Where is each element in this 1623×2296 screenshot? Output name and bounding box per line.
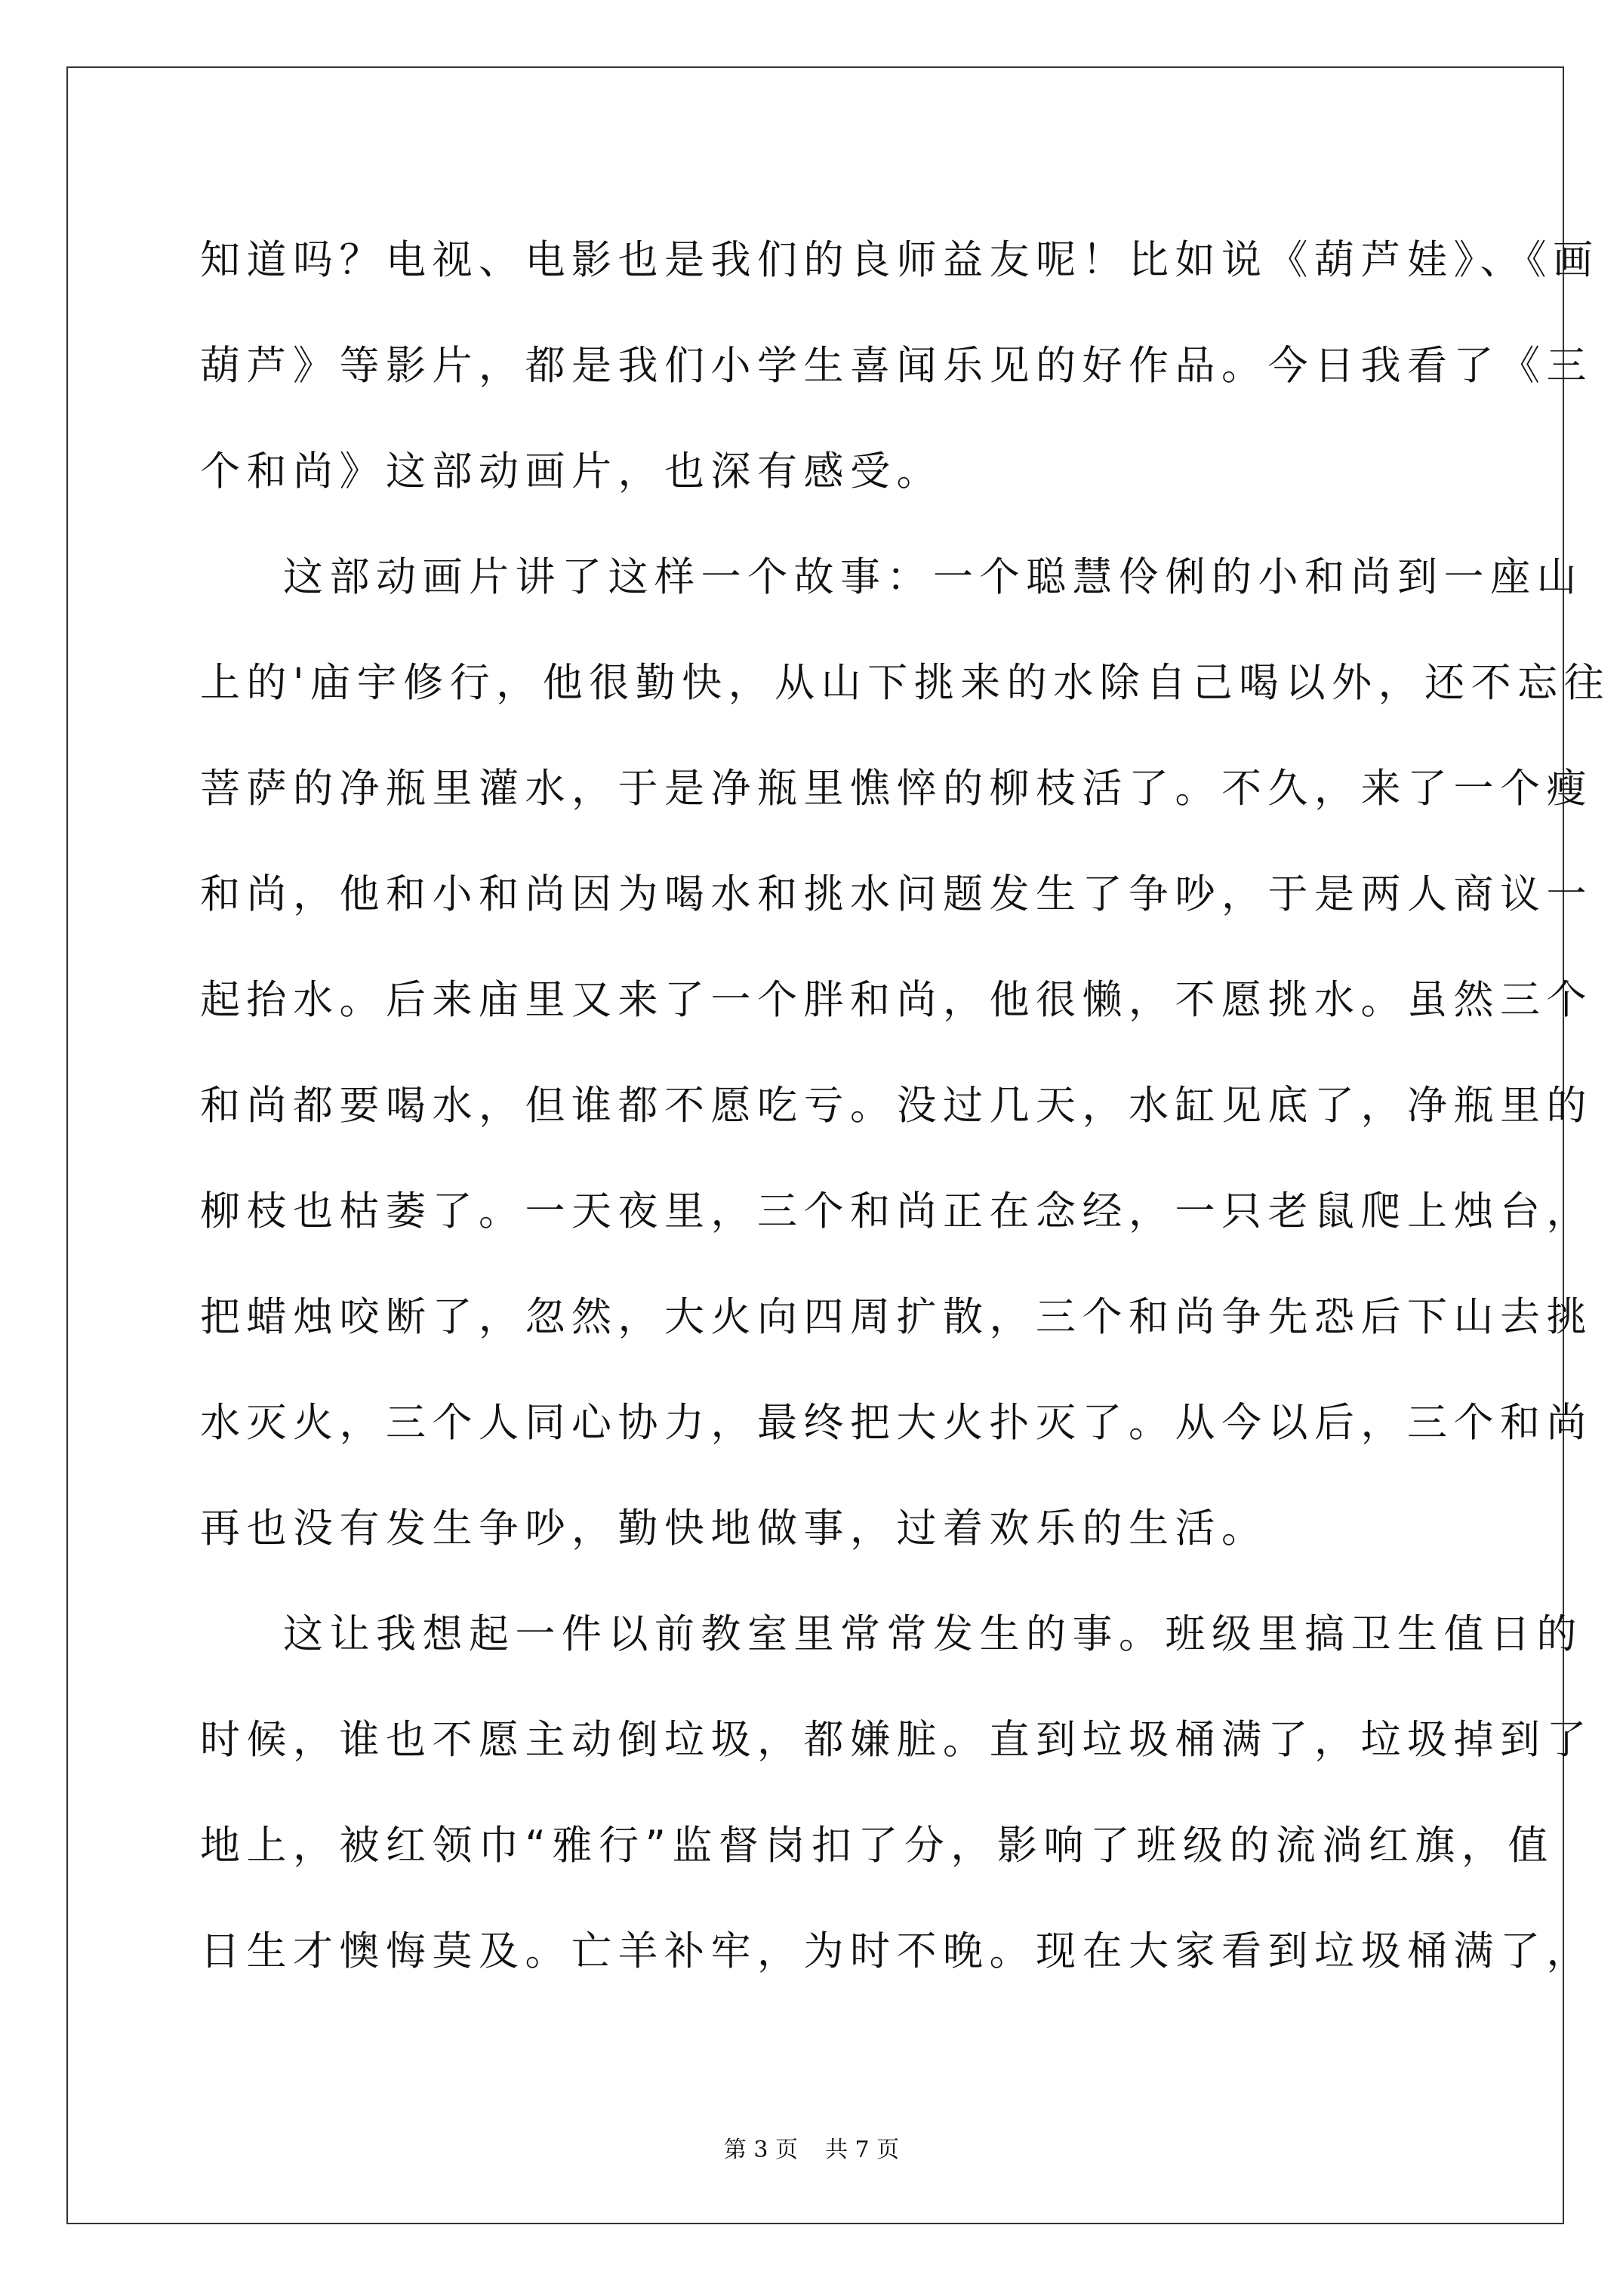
page-number-total: 共 7 页 (825, 2137, 900, 2163)
text-line: 时候，谁也不愿主动倒垃圾，都嫌脏。直到垃圾桶满了，垃圾掉到了 (200, 1717, 1593, 1763)
text-line: 上的'庙宇修行，他很勤快，从山下挑来的水除自己喝以外，还不忘往 (200, 660, 1611, 706)
text-line: 知道吗？电视、电影也是我们的良师益友呢！比如说《葫芦娃》、《画 (200, 237, 1600, 283)
text-line: 地上，被红领巾“雅行”监督岗扣了分，影响了班级的流淌红旗，值 (200, 1823, 1554, 1869)
text-line: 菩萨的净瓶里灌水，于是净瓶里憔悴的柳枝活了。不久，来了一个瘦 (200, 766, 1593, 812)
text-line: 起抬水。后来庙里又来了一个胖和尚，他很懒，不愿挑水。虽然三个 (200, 977, 1593, 1023)
text-line: 日生才懊悔莫及。亡羊补牢，为时不晚。现在大家看到垃圾桶满了， (200, 1928, 1593, 1974)
text-line: 个和尚》这部动画片，也深有感受。 (200, 448, 943, 495)
text-line: 柳枝也枯萎了。一天夜里，三个和尚正在念经，一只老鼠爬上烛台， (200, 1188, 1593, 1234)
paragraph-start-line: 这让我想起一件以前教室里常常发生的事。班级里搞卫生值日的 (283, 1611, 1583, 1657)
text-line: 再也没有发生争吵，勤快地做事，过着欢乐的生活。 (200, 1505, 1268, 1552)
text-line: 水灭火，三个人同心协力，最终把大火扑灭了。从今以后，三个和尚 (200, 1400, 1593, 1446)
text-line: 和尚，他和小和尚因为喝水和挑水问题发生了争吵，于是两人商议一 (200, 871, 1593, 917)
text-line: 和尚都要喝水，但谁都不愿吃亏。没过几天，水缸见底了，净瓶里的 (200, 1083, 1593, 1129)
text-line: 葫芦》等影片，都是我们小学生喜闻乐见的好作品。今日我看了《三 (200, 343, 1593, 389)
page-footer (0, 2131, 1623, 2164)
text-line: 把蜡烛咬断了，忽然，大火向四周扩散，三个和尚争先恐后下山去挑 (200, 1294, 1593, 1340)
paragraph-start-line: 这部动画片讲了这样一个故事：一个聪慧伶俐的小和尚到一座山 (283, 554, 1583, 600)
page-number-current: 第 3 页 (723, 2137, 798, 2163)
document-body (200, 208, 1611, 2005)
